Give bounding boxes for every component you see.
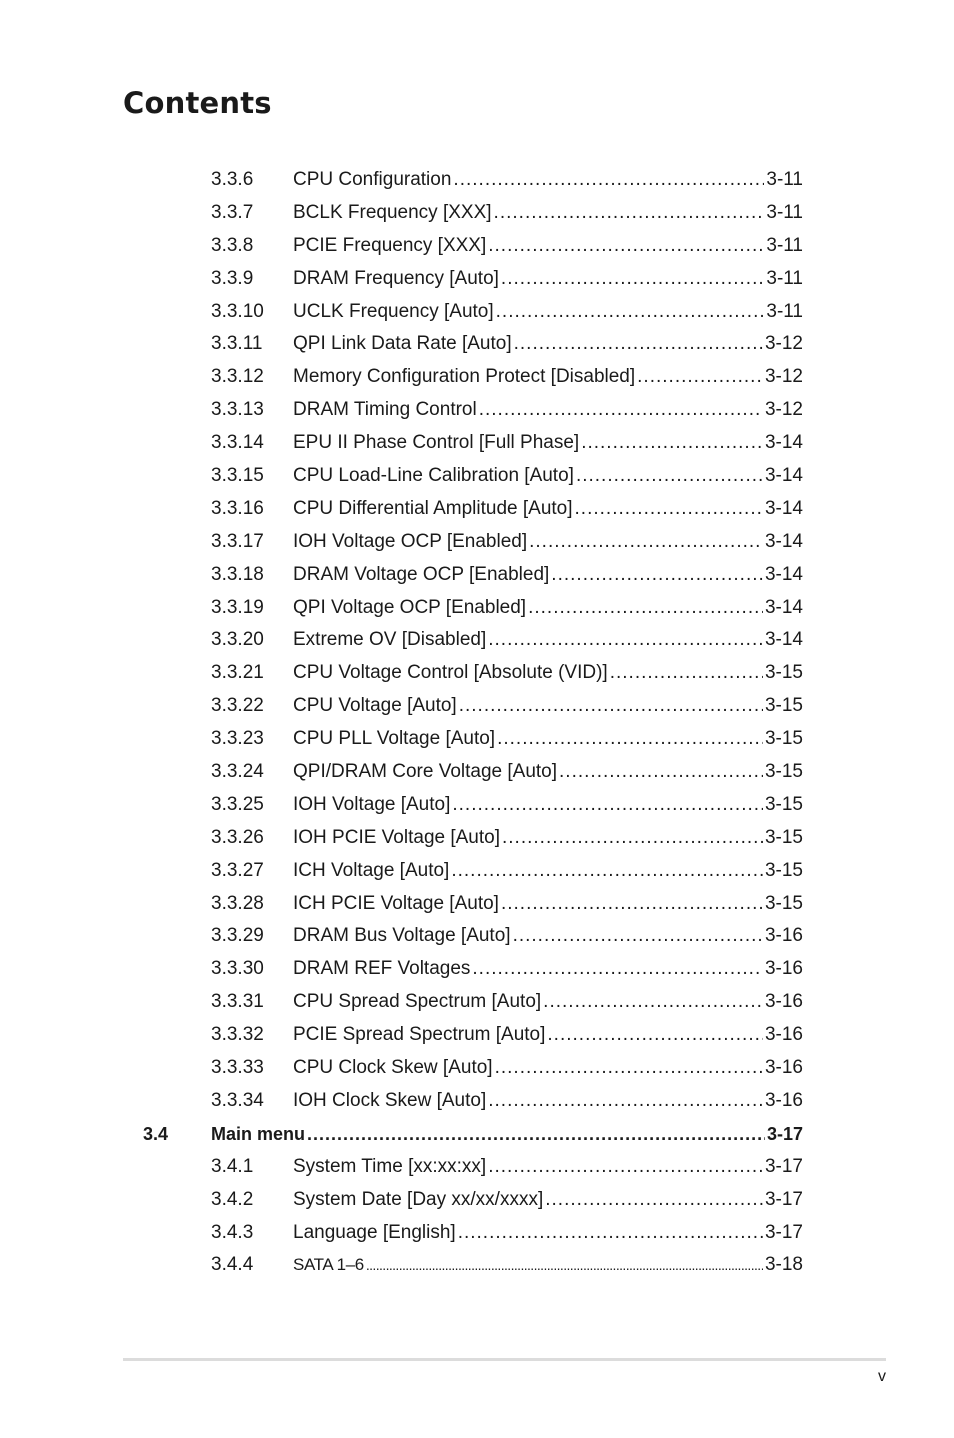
dot-leader [488,624,763,657]
toc-entry-title: IOH PCIE Voltage [Auto] [293,826,500,848]
toc-entry-title: DRAM REF Voltages [293,958,471,980]
toc-entry-title: CPU Load-Line Calibration [Auto] [293,465,574,487]
toc-entry[interactable] [0,1151,954,1184]
toc-entry-title: SATA 1–6 [293,1255,364,1275]
toc-entry[interactable] [0,723,954,756]
toc-entry-body [293,197,803,230]
toc-entry-number: 3.3.23 [211,728,264,750]
table-of-contents [0,164,954,1282]
toc-entry-number: 3.3.13 [211,399,264,421]
toc-entry-number: 3.3.11 [211,333,263,355]
toc-entry-number: 3.3.28 [211,892,264,914]
toc-entry-page: 3-11 [766,169,803,190]
toc-entry-page: 3-11 [766,267,803,289]
toc-entry-title: DRAM Frequency [Auto] [293,267,499,289]
toc-entry-number: 3.4.3 [211,1221,254,1243]
toc-entry[interactable] [0,526,954,559]
toc-entry[interactable] [0,789,954,822]
toc-entry-number: 3.4.1 [211,1155,254,1177]
dot-leader [488,1151,763,1184]
toc-entry[interactable] [0,361,954,394]
toc-entry[interactable] [0,394,954,427]
toc-entry-page: 3-15 [764,793,803,815]
toc-entry-title: System Time [xx:xx:xx] [293,1155,487,1177]
toc-entry-body [293,624,803,657]
dot-leader [547,1019,763,1052]
toc-entry-number: 3.3.15 [211,465,264,487]
toc-entry-number: 3.3.19 [211,596,264,618]
dot-leader [501,888,763,921]
toc-entry-body [293,1217,803,1250]
toc-entry-body [293,1019,803,1052]
dot-leader [576,460,763,493]
toc-entry-page: 3-15 [764,728,803,750]
toc-entry-page: 3-15 [764,761,803,783]
toc-entry[interactable] [0,164,954,197]
toc-entry-number: 3.3.29 [211,925,264,947]
toc-entry-number: 3.3.10 [211,300,264,322]
toc-entry-body [293,1151,803,1184]
toc-entry-body [293,920,803,953]
toc-entry-body [293,822,803,855]
toc-entry-page: 3-12 [764,333,803,355]
toc-entry-page: 3-17 [764,1155,803,1177]
toc-entry-title: Main menu [211,1123,306,1144]
toc-entry-body [293,230,803,263]
toc-entry-page: 3-14 [764,563,803,585]
page-number: v [878,1368,886,1385]
toc-entry-number: 3.3.22 [211,695,264,717]
toc-entry-title: Extreme OV [Disabled] [293,629,487,651]
toc-entry-page: 3-16 [764,991,803,1013]
dot-leader [488,1085,763,1118]
toc-entry[interactable] [0,986,954,1019]
toc-entry-number: 3.3.12 [211,366,264,388]
toc-entry-page: 3-16 [764,1057,803,1079]
toc-entry[interactable] [0,230,954,263]
toc-entry[interactable] [0,559,954,592]
toc-entry[interactable] [0,855,954,888]
toc-entry-number: 3.3.26 [211,826,264,848]
toc-entry-body [293,559,803,592]
toc-entry-body [293,427,803,460]
toc-entry-page: 3-17 [764,1221,803,1243]
toc-entry[interactable] [0,953,954,986]
toc-entry-body [293,328,803,361]
toc-entry-title: QPI/DRAM Core Voltage [Auto] [293,761,558,783]
footer-rule [123,1358,886,1361]
toc-entry[interactable] [0,328,954,361]
toc-entry-title: UCLK Frequency [Auto] [293,300,494,322]
toc-entry-title: System Date [Day xx/xx/xxxx] [293,1188,544,1210]
toc-entry-number: 3.3.27 [211,859,264,881]
toc-entry-body [293,1184,803,1217]
toc-entry[interactable] [0,427,954,460]
toc-entry-number: 3.3.9 [211,267,254,289]
toc-entry-page: 3-17 [766,1123,803,1144]
dot-leader [528,592,763,625]
toc-entry-title: CPU Clock Skew [Auto] [293,1057,493,1079]
toc-entry-page: 3-12 [764,366,803,388]
toc-entry-body [293,164,803,197]
toc-entry-page: 3-11 [766,300,803,322]
toc-entry-title: IOH Voltage OCP [Enabled] [293,530,528,552]
toc-entry-title: IOH Voltage [Auto] [293,793,451,815]
toc-entry-body [293,493,803,526]
toc-entry-page: 3-15 [764,826,803,848]
toc-entry-number: 3.3.30 [211,958,264,980]
toc-entry[interactable] [0,1249,954,1282]
toc-entry[interactable] [0,493,954,526]
toc-entry-page: 3-16 [764,1089,803,1111]
toc-entry-title: CPU Configuration [293,169,452,190]
toc-entry-title: Language [English] [293,1221,456,1243]
toc-entry[interactable] [0,888,954,921]
toc-entry-number: 3.3.31 [211,991,264,1013]
toc-entry[interactable] [0,197,954,230]
toc-entry-body [211,1118,803,1151]
toc-entry-number: 3.3.32 [211,1024,264,1046]
dot-leader [581,427,763,460]
toc-entry-number: 3.3.16 [211,497,264,519]
toc-entry-number: 3.3.6 [211,169,254,190]
toc-entry-number: 3.3.34 [211,1089,264,1111]
toc-entry-title: Memory Configuration Protect [Disabled] [293,366,636,388]
toc-entry-body [293,263,803,296]
toc-entry-number: 3.3.7 [211,201,254,223]
toc-entry-page: 3-14 [764,465,803,487]
toc-entry-body [293,1052,803,1085]
toc-entry-body [293,296,803,329]
toc-entry-number: 3.3.33 [211,1057,264,1079]
dot-leader [637,361,763,394]
dot-leader [496,296,765,329]
toc-entry-body [293,460,803,493]
toc-entry[interactable] [0,263,954,296]
toc-entry-title: DRAM Timing Control [293,399,477,421]
toc-entry-title: CPU Voltage Control [Absolute (VID)] [293,662,608,684]
toc-entry-page: 3-12 [764,399,803,421]
toc-entry[interactable] [0,690,954,723]
dot-leader [497,723,763,756]
toc-entry-title: EPU II Phase Control [Full Phase] [293,432,580,454]
toc-entry[interactable] [0,822,954,855]
dot-leader [551,559,763,592]
toc-entry-title: DRAM Voltage OCP [Enabled] [293,563,550,585]
toc-entry-page: 3-18 [764,1254,803,1276]
dot-leader [458,1217,763,1250]
toc-entry-body [293,986,803,1019]
toc-entry[interactable] [0,1217,954,1250]
toc-entry[interactable] [0,657,954,690]
toc-entry-body [293,756,803,789]
toc-entry-page: 3-17 [764,1188,803,1210]
toc-entry-page: 3-16 [764,958,803,980]
dot-leader [529,526,763,559]
toc-entry[interactable] [0,1184,954,1217]
toc-entry-number: 3.3.14 [211,432,264,454]
toc-entry-page: 3-11 [766,234,803,256]
toc-entry-title: CPU Voltage [Auto] [293,695,457,717]
toc-entry-page: 3-15 [764,859,803,881]
toc-entry[interactable] [0,624,954,657]
toc-entry-title: CPU Differential Amplitude [Auto] [293,497,573,519]
toc-entry-body [293,592,803,625]
toc-entry-number: 3.3.8 [211,234,254,256]
toc-entry-number: 3.4.2 [211,1188,254,1210]
toc-entry-page: 3-15 [764,662,803,684]
toc-entry-body [293,394,803,427]
toc-entry-title: DRAM Bus Voltage [Auto] [293,925,511,947]
toc-entry-body [293,657,803,690]
page-title: Contents [123,86,272,120]
toc-entry[interactable] [0,592,954,625]
dot-leader [452,789,763,822]
toc-entry-number: 3.3.25 [211,793,264,815]
toc-entry-body [293,526,803,559]
toc-entry-page: 3-14 [764,629,803,651]
toc-entry-number: 3.3.17 [211,530,264,552]
toc-entry[interactable] [0,1085,954,1118]
dot-leader [366,1249,763,1282]
toc-entry-body [293,1249,803,1282]
toc-entry-title: ICH PCIE Voltage [Auto] [293,892,499,914]
toc-entry-title: ICH Voltage [Auto] [293,859,450,881]
dot-leader [545,1184,763,1217]
dot-leader [494,197,765,230]
toc-entry-title: QPI Voltage OCP [Enabled] [293,596,527,618]
dot-leader [459,690,763,723]
toc-entry-title: QPI Link Data Rate [Auto] [293,333,512,355]
toc-entry-body [293,361,803,394]
dot-leader [501,263,764,296]
toc-entry[interactable] [0,296,954,329]
toc-entry-page: 3-11 [766,201,803,223]
dot-leader [513,920,763,953]
dot-leader [610,657,763,690]
toc-entry-body [293,855,803,888]
dot-leader [451,855,763,888]
dot-leader [453,164,764,197]
toc-entry-title: CPU PLL Voltage [Auto] [293,728,496,750]
dot-leader [307,1118,765,1151]
toc-entry-number: 3.3.18 [211,563,264,585]
toc-entry-body [293,953,803,986]
toc-entry-body [293,723,803,756]
dot-leader [514,328,763,361]
dot-leader [479,394,763,427]
toc-entry-title: CPU Spread Spectrum [Auto] [293,991,542,1013]
toc-entry-page: 3-14 [764,530,803,552]
toc-entry[interactable] [0,1052,954,1085]
toc-entry-number: 3.3.21 [211,662,264,684]
toc-entry-page: 3-14 [764,432,803,454]
toc-entry-page: 3-14 [764,596,803,618]
toc-entry-title: PCIE Spread Spectrum [Auto] [293,1024,546,1046]
toc-entry[interactable] [0,920,954,953]
dot-leader [502,822,763,855]
toc-entry-number: 3.3.24 [211,761,264,783]
dot-leader [472,953,763,986]
toc-entry-body [293,789,803,822]
dot-leader [543,986,763,1019]
dot-leader [559,756,763,789]
toc-section-entry[interactable] [0,1118,954,1151]
toc-entry-page: 3-16 [764,1024,803,1046]
toc-entry-title: IOH Clock Skew [Auto] [293,1089,487,1111]
toc-entry-page: 3-15 [764,892,803,914]
toc-entry-number: 3.4 [143,1123,169,1144]
toc-entry-title: BCLK Frequency [XXX] [293,201,492,223]
dot-leader [488,230,764,263]
toc-entry-body [293,888,803,921]
toc-entry-page: 3-15 [764,695,803,717]
toc-entry-body [293,690,803,723]
toc-entry[interactable] [0,756,954,789]
toc-entry[interactable] [0,460,954,493]
toc-entry-number: 3.4.4 [211,1254,254,1276]
toc-entry-title: PCIE Frequency [XXX] [293,234,487,256]
toc-entry-body [293,1085,803,1118]
toc-entry-page: 3-16 [764,925,803,947]
toc-entry[interactable] [0,1019,954,1052]
dot-leader [495,1052,763,1085]
dot-leader [575,493,763,526]
toc-entry-number: 3.3.20 [211,629,264,651]
toc-entry-page: 3-14 [764,497,803,519]
